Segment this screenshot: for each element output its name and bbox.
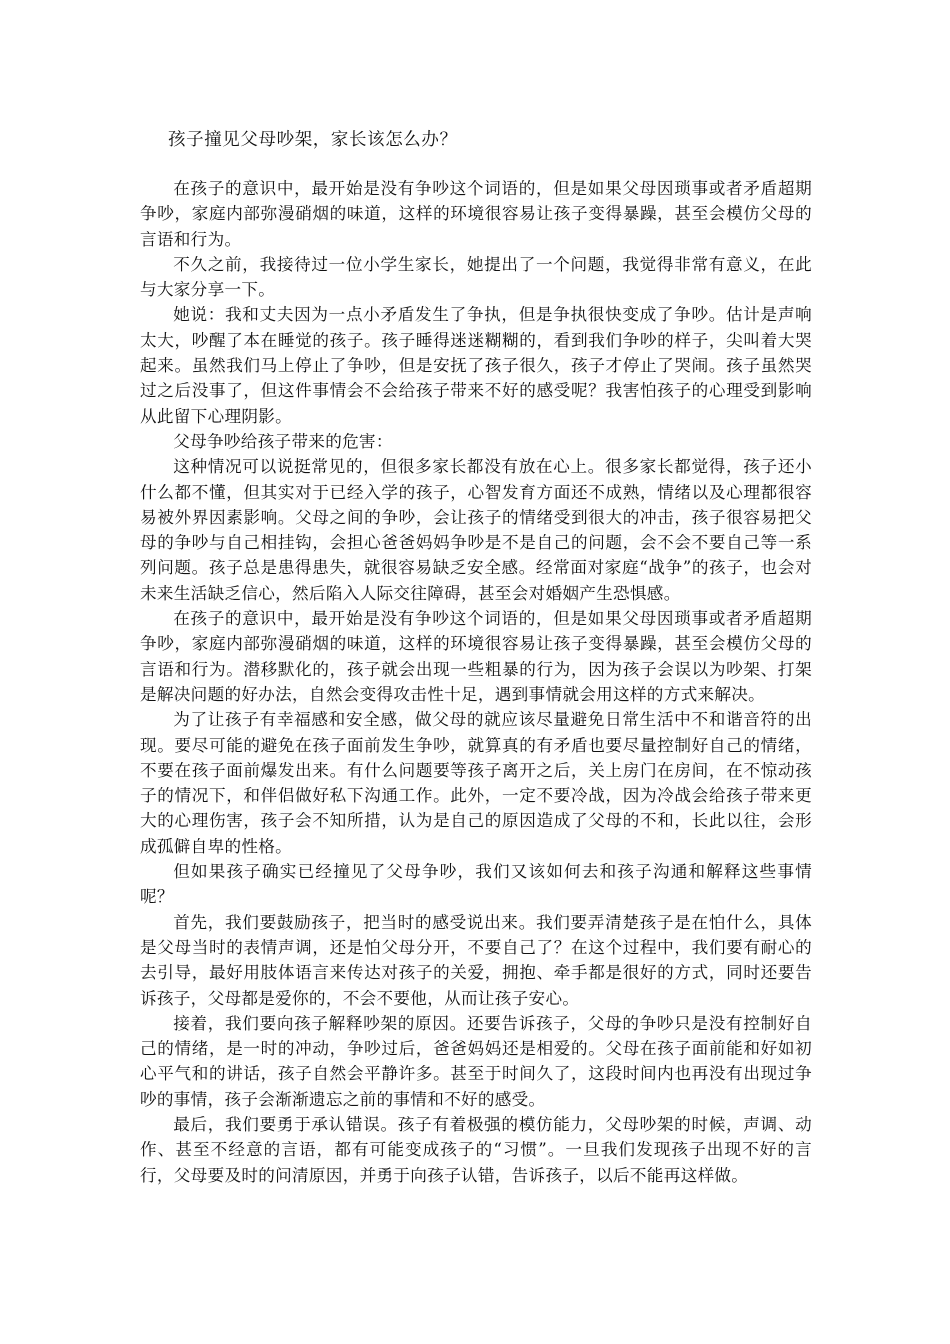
paragraph: 接着，我们要向孩子解释吵架的原因。还要告诉孩子，父母的争吵只是没有控制好自己的情绪，是一时的冲动，争吵过后，爸爸妈妈还是相爱的。父母在孩子面前能和好如初心平气和的讲话，孩子自然会平静许多。甚至于时间久了，这段时间内也再没有出现过争吵的事情，孩子会渐渐遗忘之前的事情和不好的感受。	[140, 1013, 812, 1109]
paragraph: 为了让孩子有幸福感和安全感，做父母的就应该尽量避免日常生活中不和谐音符的出现。要尽可能的避免在孩子面前发生争吵，就算真的有矛盾也要尽量控制好自己的情绪，不要在孩子面前爆发出来。有什么问题要等孩子离开之后，关上房门在房间，在不惊动孩子的情况下，和伴侣做好私下沟通工作。此外，一定不要冷战，因为冷战会给孩子带来更大的心理伤害，孩子会不知所措，认为是自己的原因造成了父母的不和，长此以往，会形成孤僻自卑的性格。	[140, 710, 812, 856]
section-heading: 父母争吵给孩子带来的危害：	[173, 431, 393, 451]
document-body	[140, 176, 812, 1188]
paragraph: 但如果孩子确实已经撞见了父母争吵，我们又该如何去和孩子沟通和解释这些事情呢？	[140, 862, 812, 907]
paragraph: 这种情况可以说挺常见的，但很多家长都没有放在心上。很多家长都觉得，孩子还小什么都不懂，但其实对于已经入学的孩子，心智发育方面还不成熟，情绪以及心理都很容易被外界因素影响。父母之间的争吵，会让孩子的情绪受到很大的冲击，孩子很容易把父母的争吵与自己相挂钩，会担心爸爸妈妈争吵是不是自己的问题，会不会不要自己等一系列问题。孩子总是患得患失，就很容易缺乏安全感。经常面对家庭“战争”的孩子，也会对未来生活缺乏信心，然后陷入人际交往障碍，甚至会对婚姻产生恐惧感。	[140, 457, 812, 603]
paragraph: 首先，我们要鼓励孩子，把当时的感受说出来。我们要弄清楚孩子是在怕什么，具体是父母当时的表情声调，还是怕父母分开，不要自己了？在这个过程中，我们要有耐心的去引导，最好用肢体语言来传达对孩子的关爱，拥抱、牵手都是很好的方式，同时还要告诉孩子，父母都是爱你的，不会不要他，从而让孩子安心。	[140, 912, 812, 1008]
paragraph: 最后，我们要勇于承认错误。孩子有着极强的模仿能力，父母吵架的时候，声调、动作、甚至不经意的言语，都有可能变成孩子的“习惯”。一旦我们发现孩子出现不好的言行，父母要及时的问清原因，并勇于向孩子认错，告诉孩子，以后不能再这样做。	[140, 1114, 812, 1185]
paragraph: 在孩子的意识中，最开始是没有争吵这个词语的，但是如果父母因琐事或者矛盾超期争吵，家庭内部弥漫硝烟的味道，这样的环境很容易让孩子变得暴躁，甚至会模仿父母的言语和行为。	[140, 179, 812, 249]
paragraph: 不久之前，我接待过一位小学生家长，她提出了一个问题，我觉得非常有意义，在此与大家分享一下。	[140, 254, 812, 300]
document-title: 孩子撞见父母吵架，家长该怎么办？	[168, 130, 458, 150]
paragraph: 她说：我和丈夫因为一点小矛盾发生了争执，但是争执很快变成了争吵。估计是声响太大，吵醒了本在睡觉的孩子。孩子睡得迷迷糊糊的，看到我们争吵的样子，尖叫着大哭起来。虽然我们马上停止了争吵，但是安抚了孩子很久，孩子才停止了哭闹。孩子虽然哭过之后没事了，但这件事情会不会给孩子带来不好的感受呢？我害怕孩子的心理受到影响从此留下心理阴影。	[140, 305, 812, 426]
paragraph: 在孩子的意识中，最开始是没有争吵这个词语的，但是如果父母因琐事或者矛盾超期争吵，家庭内部弥漫硝烟的味道，这样的环境很容易让孩子变得暴躁，甚至会模仿父母的言语和行为。潜移默化的，孩子就会出现一些粗暴的行为，因为孩子会误以为吵架、打架是解决问题的好办法，自然会变得攻击性十足，遇到事情就会用这样的方式来解决。	[140, 609, 812, 704]
